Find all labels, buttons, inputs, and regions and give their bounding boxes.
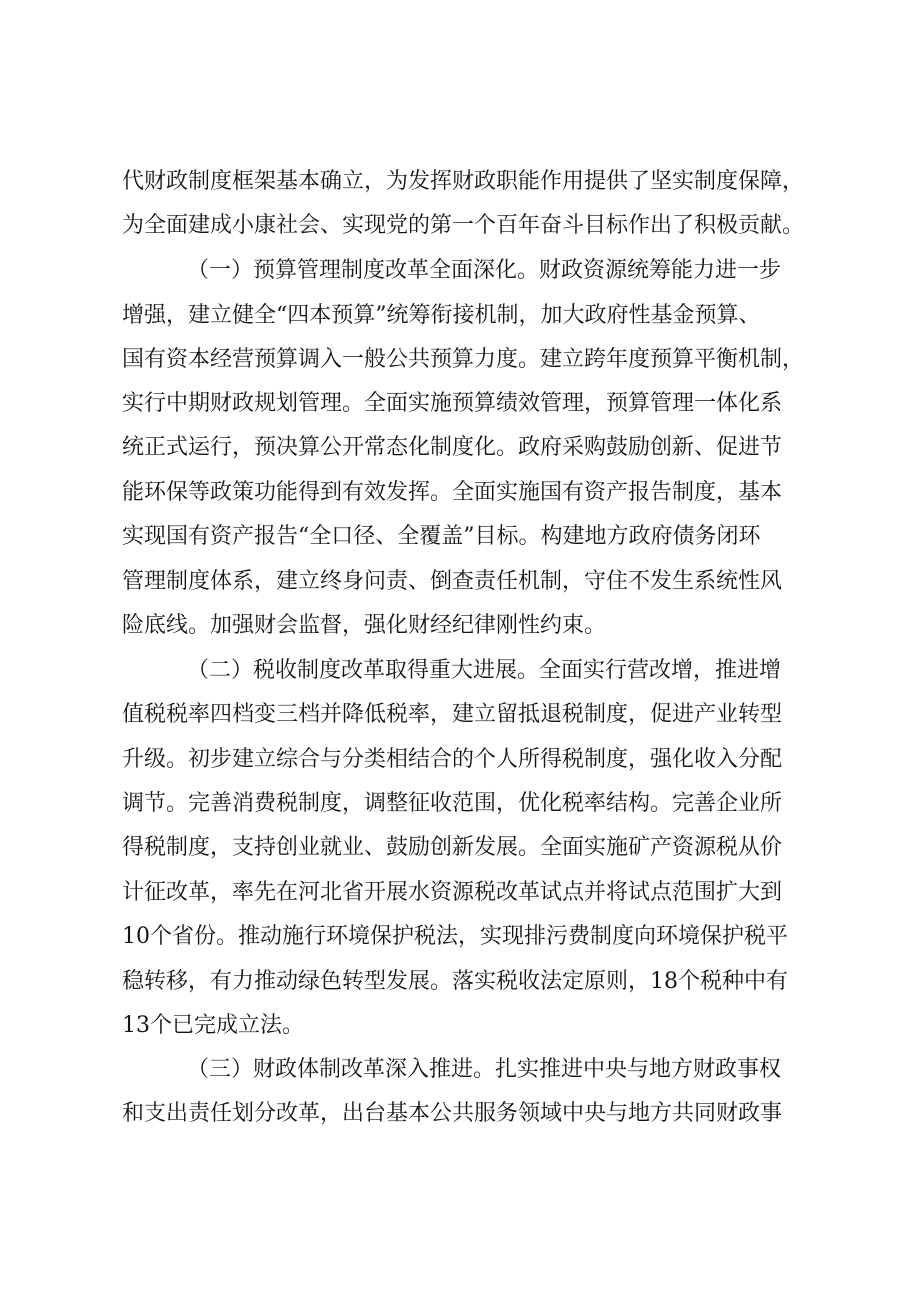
text-line: 国有资本经营预算调入一般公共预算力度。建立跨年度预算平衡机制，: [122, 347, 805, 372]
text-line: 升级。初步建立综合与分类相结合的个人所得税制度，强化收入分配: [122, 747, 783, 772]
text-line: 计征改革，率先在河北省开展水资源税改革试点并将试点范围扩大到: [122, 880, 783, 905]
text-line: 和支出责任划分改革，出台基本公共服务领域中央与地方共同财政事: [122, 1101, 783, 1126]
text-line: 得税制度，支持创业就业、鼓励创新发展。全面实施矿产资源税从价: [122, 835, 783, 860]
text-line: 实现国有资产报告“全口径、全覆盖”目标。构建地方政府债务闭环: [122, 524, 761, 549]
text-line: 统正式运行，预决算公开常态化制度化。政府采购鼓励创新、促进节: [122, 435, 783, 460]
text-line: 为全面建成小康社会、实现党的第一个百年奋斗目标作出了积极贡献。: [122, 213, 805, 238]
text-line: 值税税率四档变三档并降低税率，建立留抵退税制度，促进产业转型: [122, 702, 783, 727]
text-line: 管理制度体系，建立终身问责、倒查责任机制，守住不发生系统性风: [122, 569, 783, 594]
paragraph-heading-fiscal-system: （三）财政体制改革深入推进。扎实推进中央与地方财政事权: [187, 1057, 782, 1082]
text-line: 10个省份。推动施行环境保护税法，实现排污费制度向环境保护税平: [122, 924, 788, 949]
text-line: 稳转移，有力推动绿色转型发展。落实税收法定原则，18个税种中有: [122, 969, 788, 994]
text-line: 能环保等政策功能得到有效发挥。全面实施国有资产报告制度，基本: [122, 480, 783, 505]
paragraph-heading-tax: （二）税收制度改革取得重大进展。全面实行营改增，推进增: [187, 658, 782, 683]
text-line: 调节。完善消费税制度，调整征收范围，优化税率结构。完善企业所: [122, 791, 783, 816]
text-line: 实行中期财政规划管理。全面实施预算绩效管理，预算管理一体化系: [122, 391, 783, 416]
text-line: 13个已完成立法。: [122, 1013, 304, 1038]
text-line: 增强，建立健全“四本预算”统筹衔接机制，加大政府性基金预算、: [122, 303, 761, 328]
text-line: 代财政制度框架基本确立，为发挥财政职能作用提供了坚实制度保障，: [122, 169, 805, 194]
text-line: 险底线。加强财会监督，强化财经纪律刚性约束。: [122, 613, 607, 638]
paragraph-heading-budget: （一）预算管理制度改革全面深化。财政资源统筹能力进一步: [187, 258, 782, 283]
